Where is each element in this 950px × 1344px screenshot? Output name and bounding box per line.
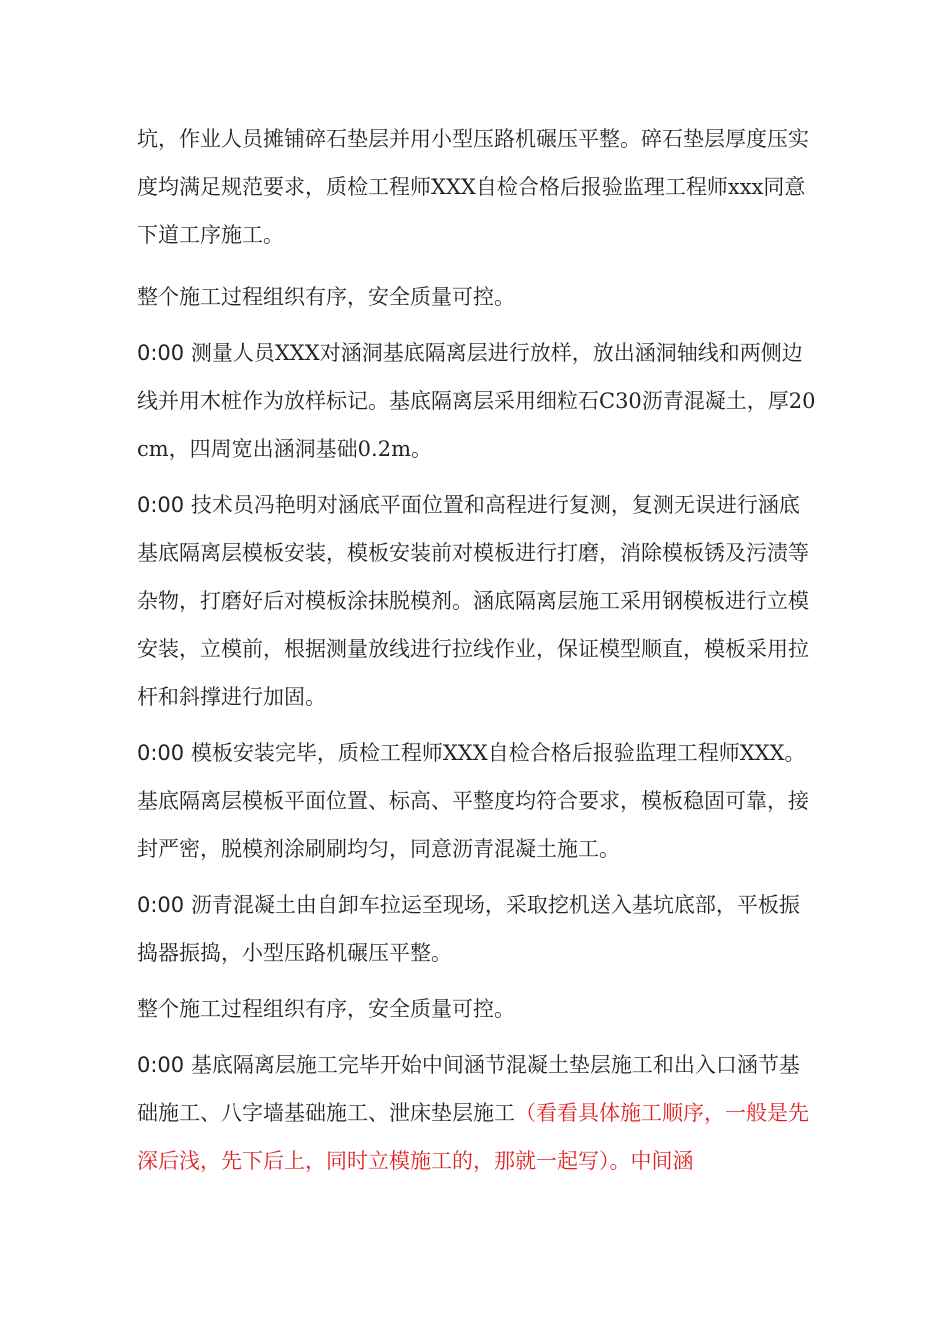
paragraph-3 — [137, 329, 817, 473]
paragraph-8 — [137, 1041, 817, 1185]
time-stamp: 0:00 — [137, 893, 185, 917]
time-stamp: 0:00 — [137, 741, 185, 765]
paragraph-text: 沥青混凝土由自卸车拉运至现场，采取挖机送入基坑底部，平板振捣器振捣，小型压路机碾压平整。 — [137, 893, 800, 965]
paragraph-text: 技术员冯艳明对涵底平面位置和高程进行复测，复测无误进行涵底基底隔离层模板安装，模板安装前对模板进行打磨，消除模板锈及污渍等杂物，打磨好后对模板涂抹脱模剂。涵底隔离层施工采用钢模板进行立模安装，立模前，根据测量放线进行拉线作业，保证模型顺直，模板采用拉杆和斜撑进行加固。 — [137, 493, 809, 709]
editor-note: （看看具体施工顺序，一般是先深后浅，先下后上，同时立模施工的，那就一起写）。中间涵 — [137, 1101, 809, 1173]
paragraph-text: 整个施工过程组织有序，安全质量可控。 — [137, 997, 515, 1021]
paragraph-text: 基底隔离层施工完毕开始中间涵节混凝土垫层施工和出入口涵节基础施工、八字墙基础施工、泄床垫层施工 — [137, 1053, 800, 1125]
paragraph-text: 测量人员XXX对涵洞基底隔离层进行放样，放出涵洞轴线和两侧边线并用木桩作为放样标记。基底隔离层采用细粒石C30沥青混凝土，厚20cm，四周宽出涵洞基础0.2m。 — [137, 341, 816, 461]
time-stamp: 0:00 — [137, 341, 185, 365]
paragraph-1 — [137, 115, 817, 259]
paragraph-text: 模板安装完毕，质检工程师XXX自检合格后报验监理工程师XXX。基底隔离层模板平面位置、标高、平整度均符合要求，模板稳固可靠，接封严密，脱模剂涂刷刷均匀，同意沥青混凝土施工。 — [137, 741, 809, 861]
time-stamp: 0:00 — [137, 493, 185, 517]
paragraph-5 — [137, 729, 817, 873]
paragraph-text: 整个施工过程组织有序，安全质量可控。 — [137, 285, 515, 309]
paragraph-6 — [137, 881, 817, 977]
time-stamp: 0:00 — [137, 1053, 185, 1077]
paragraph-4 — [137, 481, 817, 721]
paragraph-7 — [137, 985, 817, 1033]
paragraph-text: 坑，作业人员摊铺碎石垫层并用小型压路机碾压平整。碎石垫层厚度压实度均满足规范要求，质检工程师XXX自检合格后报验监理工程师xxx同意下道工序施工。 — [137, 127, 809, 247]
paragraph-2 — [137, 273, 817, 321]
document-body — [137, 115, 817, 1193]
